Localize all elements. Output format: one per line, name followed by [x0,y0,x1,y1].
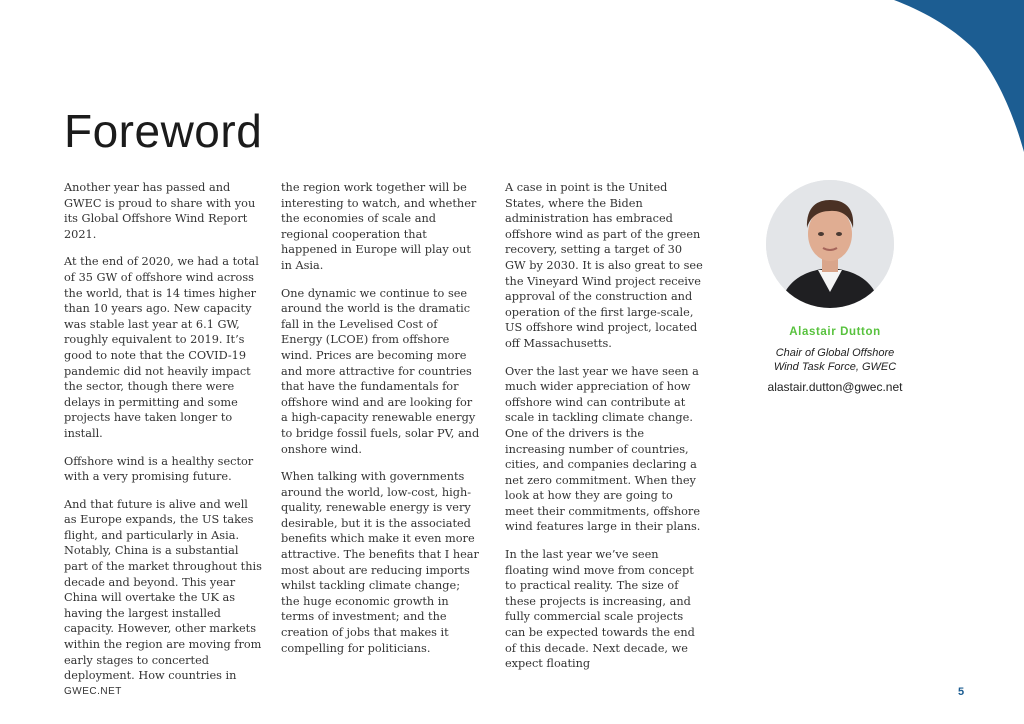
text-column-3 [505,180,703,684]
author-role-line-1: Chair of Global Offshore [775,347,895,359]
author-photo [766,180,894,308]
paragraph: Another year has passed and GWEC is proud to share with you its Global Offshore Wind Report 2021. [64,181,256,241]
paragraph: Offshore wind is a healthy sector with a very promising future. [64,454,254,484]
paragraph: In the last year we’ve seen floating wind move from concept to practical reality. The size of these projects is increasing, and fully commercial scale projects can be expected towards the end of this decade. Next decade, we expect floating [505,548,695,671]
author-role-line-2: Wind Task Force, GWEC [773,361,897,373]
paragraph: A case in point is the United States, where the Biden administration has embraced offshore wind as part of the green recovery, setting a target of 30 GW by 2030. It is also great to see the Vineyard Wind project receive approval of the construction and operation of the first large-scale, US offshore wind project, located off Massachusetts. [505,181,703,350]
paragraph: When talking with governments around the world, low-cost, high-quality, renewable energy is very desirable, but it is the associated benefits which make it even more attractive. The benefits that I hear most about are reducing imports whilst tackling climate change; the huge economic growth in terms of investment; and the creation of jobs that makes it compelling for politicians. [281,470,479,655]
author-portrait-illustration [766,180,894,308]
author-block [720,326,950,394]
text-column-1 [64,180,264,696]
paragraph: the region work together will be interesting to watch, and whether the economies of scale and regional cooperation that happened in Europe will play out in Asia. [281,181,477,272]
paragraph: Over the last year we have seen a much wider appreciation of how offshore wind can contribute at scale in tackling climate change. One of the drivers is the increasing number of countries, cities, and companies declaring a net zero commitment. When they look at how they are going to meet their commitments, offshore wind features large in their plans. [505,364,701,534]
page-number: 5 [958,686,965,698]
author-email[interactable]: alastair.dutton@gwec.net [767,380,903,394]
paragraph: One dynamic we continue to see around the world is the dramatic fall in the Levelised Cost of Energy (LCOE) from offshore wind. Prices are becoming more and more attractive for countries that have the fundamentals for offshore wind and are looking for a high-capacity renewable energy to bridge fossil fuels, solar PV, and onshore wind. [281,286,480,456]
author-name: Alastair Dutton [789,326,881,338]
paragraph: At the end of 2020, we had a total of 35 GW of offshore wind across the world, that is 14 times higher than 10 years ago. New capacity was stable last year at 6.1 GW, roughly equivalent to 2019. It’s good to note that the COVID-19 pandemic did not heavily impact the sector, though there were delays in permitting and some projects have taken longer to install. [64,255,259,440]
footer-site[interactable]: GWEC.NET [64,686,122,697]
paragraph: And that future is alive and well as Europe expands, the US takes flight, and particularly in Asia. Notably, China is a substantial part of the market throughout this decade and beyond. This year China will overtake the UK as having the largest installed capacity. However, other markets within the region are moving from early stages to concerted deployment. How countries in [64,497,262,683]
text-column-2 [281,180,481,668]
page-title: Foreword [64,105,263,157]
